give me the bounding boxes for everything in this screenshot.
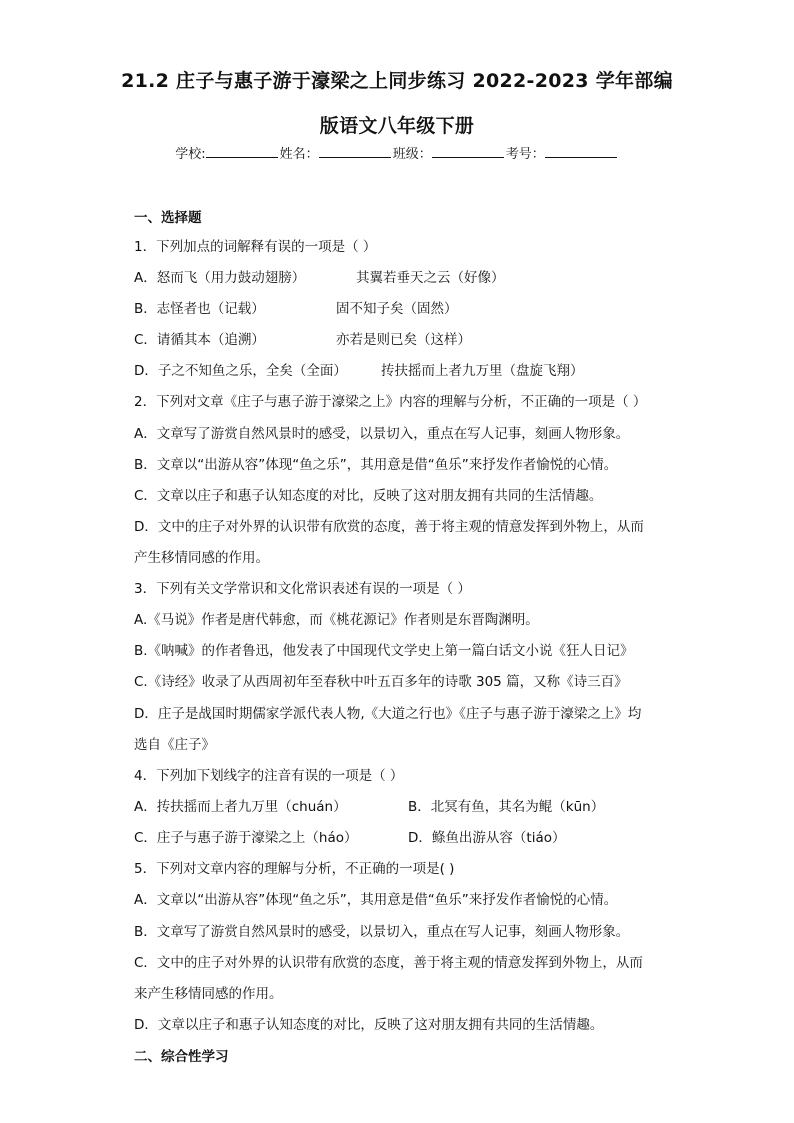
school-field[interactable] bbox=[206, 145, 278, 158]
question-2-option-d: D．文中的庄子对外界的认识带有欣赏的态度，善于将主观的情意发挥到外物上，从而 bbox=[134, 519, 644, 535]
option-d-part2: 抟扶摇而上者九万里（盘旋飞翔） bbox=[381, 363, 584, 379]
question-1-option-a bbox=[134, 266, 505, 286]
question-3-option-c: C.《诗经》收录了从西周初年至春秋中叶五百多年的诗歌 305 篇，又称《诗三百》 bbox=[134, 674, 628, 690]
option-b-part2: 固不知子矣（固然） bbox=[336, 301, 458, 317]
option-a-part1: A．怒而飞（用力鼓动翅膀） bbox=[134, 270, 306, 286]
option-c-part1: C．请循其本（追溯） bbox=[134, 332, 265, 348]
question-1-option-c bbox=[134, 328, 471, 348]
question-2-stem: 2．下列对文章《庄子与惠子游于濠梁之上》内容的理解与分析，不正确的一项是（ ） bbox=[134, 394, 647, 410]
option-d: D．鲦鱼出游从容（tiáo） bbox=[408, 830, 566, 846]
question-5-option-c-cont: 来产生移情同感的作用。 bbox=[134, 986, 283, 1002]
number-field[interactable] bbox=[545, 145, 617, 158]
section-heading-comprehensive: 二、综合性学习 bbox=[134, 1049, 229, 1065]
question-4-options-cd bbox=[134, 826, 566, 846]
question-5-option-b: B．文章写了游赏自然风景时的感受，以景切入，重点在写人记事，刻画人物形象。 bbox=[134, 924, 630, 940]
class-label: 班级： bbox=[392, 147, 432, 162]
question-5-option-d: D．文章以庄子和惠子认知态度的对比，反映了这对朋友拥有共同的生活情趣。 bbox=[134, 1017, 604, 1033]
question-5-stem: 5．下列对文章内容的理解与分析，不正确的一项是( ) bbox=[134, 861, 455, 877]
option-b-part1: B．志怪者也（记载） bbox=[134, 301, 265, 317]
question-3-stem: 3．下列有关文学常识和文化常识表述有误的一项是（ ） bbox=[134, 581, 471, 597]
page-title-line2: 版语文八年级下册 bbox=[319, 115, 475, 137]
option-a: A．抟扶摇而上者九万里（chuán） bbox=[134, 799, 347, 815]
question-3-option-a: A.《马说》作者是唐代韩愈，而《桃花源记》作者则是东晋陶渊明。 bbox=[134, 612, 539, 628]
option-d-part1: D．子之不知鱼之乐，全矣（全面） bbox=[134, 363, 347, 379]
class-field[interactable] bbox=[432, 145, 504, 158]
option-b: B．北冥有鱼，其名为鲲（kūn） bbox=[408, 799, 605, 815]
question-3-option-b: B.《呐喊》的作者鲁迅，他发表了中国现代文学史上第一篇白话文小说《狂人日记》 bbox=[134, 643, 634, 659]
student-info-row bbox=[0, 143, 794, 162]
question-2-option-d-cont: 产生移情同感的作用。 bbox=[134, 550, 269, 566]
question-4-options-ab bbox=[134, 795, 605, 815]
number-label: 考号： bbox=[505, 147, 545, 162]
question-2-option-a: A．文章写了游赏自然风景时的感受，以景切入，重点在写人记事，刻画人物形象。 bbox=[134, 426, 630, 442]
name-field[interactable] bbox=[319, 145, 391, 158]
question-2-option-b: B．文章以“出游从容”体现“鱼之乐”，其用意是借“鱼乐”来抒发作者愉悦的心情。 bbox=[134, 457, 618, 473]
question-1-option-b bbox=[134, 297, 458, 317]
option-c: C．庄子与惠子游于濠梁之上（háo） bbox=[134, 830, 358, 846]
question-3-option-d-cont: 选自《庄子》 bbox=[134, 737, 215, 753]
page-title: 21.2 庄子与惠子游于濠梁之上同步练习 2022-2023 学年部编 bbox=[121, 70, 673, 92]
question-1-option-d bbox=[134, 359, 584, 379]
question-4-stem: 4．下列加下划线字的注音有误的一项是（ ） bbox=[134, 768, 404, 784]
section-heading-choice: 一、选择题 bbox=[134, 210, 202, 226]
option-c-part2: 亦若是则已矣（这样） bbox=[336, 332, 471, 348]
question-5-option-a: A．文章以“出游从容”体现“鱼之乐”，其用意是借“鱼乐”来抒发作者愉悦的心情。 bbox=[134, 892, 618, 908]
question-5-option-c: C．文中的庄子对外界的认识带有欣赏的态度，善于将主观的情意发挥到外物上，从而 bbox=[134, 955, 643, 971]
school-label: 学校: bbox=[175, 147, 206, 162]
option-a-part2: 其翼若垂天之云（好像） bbox=[356, 270, 505, 286]
question-3-option-d: D．庄子是战国时期儒家学派代表人物,《大道之行也》《庄子与惠子游于濠梁之上》均 bbox=[134, 706, 642, 722]
question-1-stem: 1．下列加点的词解释有误的一项是（ ） bbox=[134, 239, 377, 255]
name-label: 姓名： bbox=[279, 147, 319, 162]
question-2-option-c: C．文章以庄子和惠子认知态度的对比，反映了这对朋友拥有共同的生活情趣。 bbox=[134, 488, 603, 504]
